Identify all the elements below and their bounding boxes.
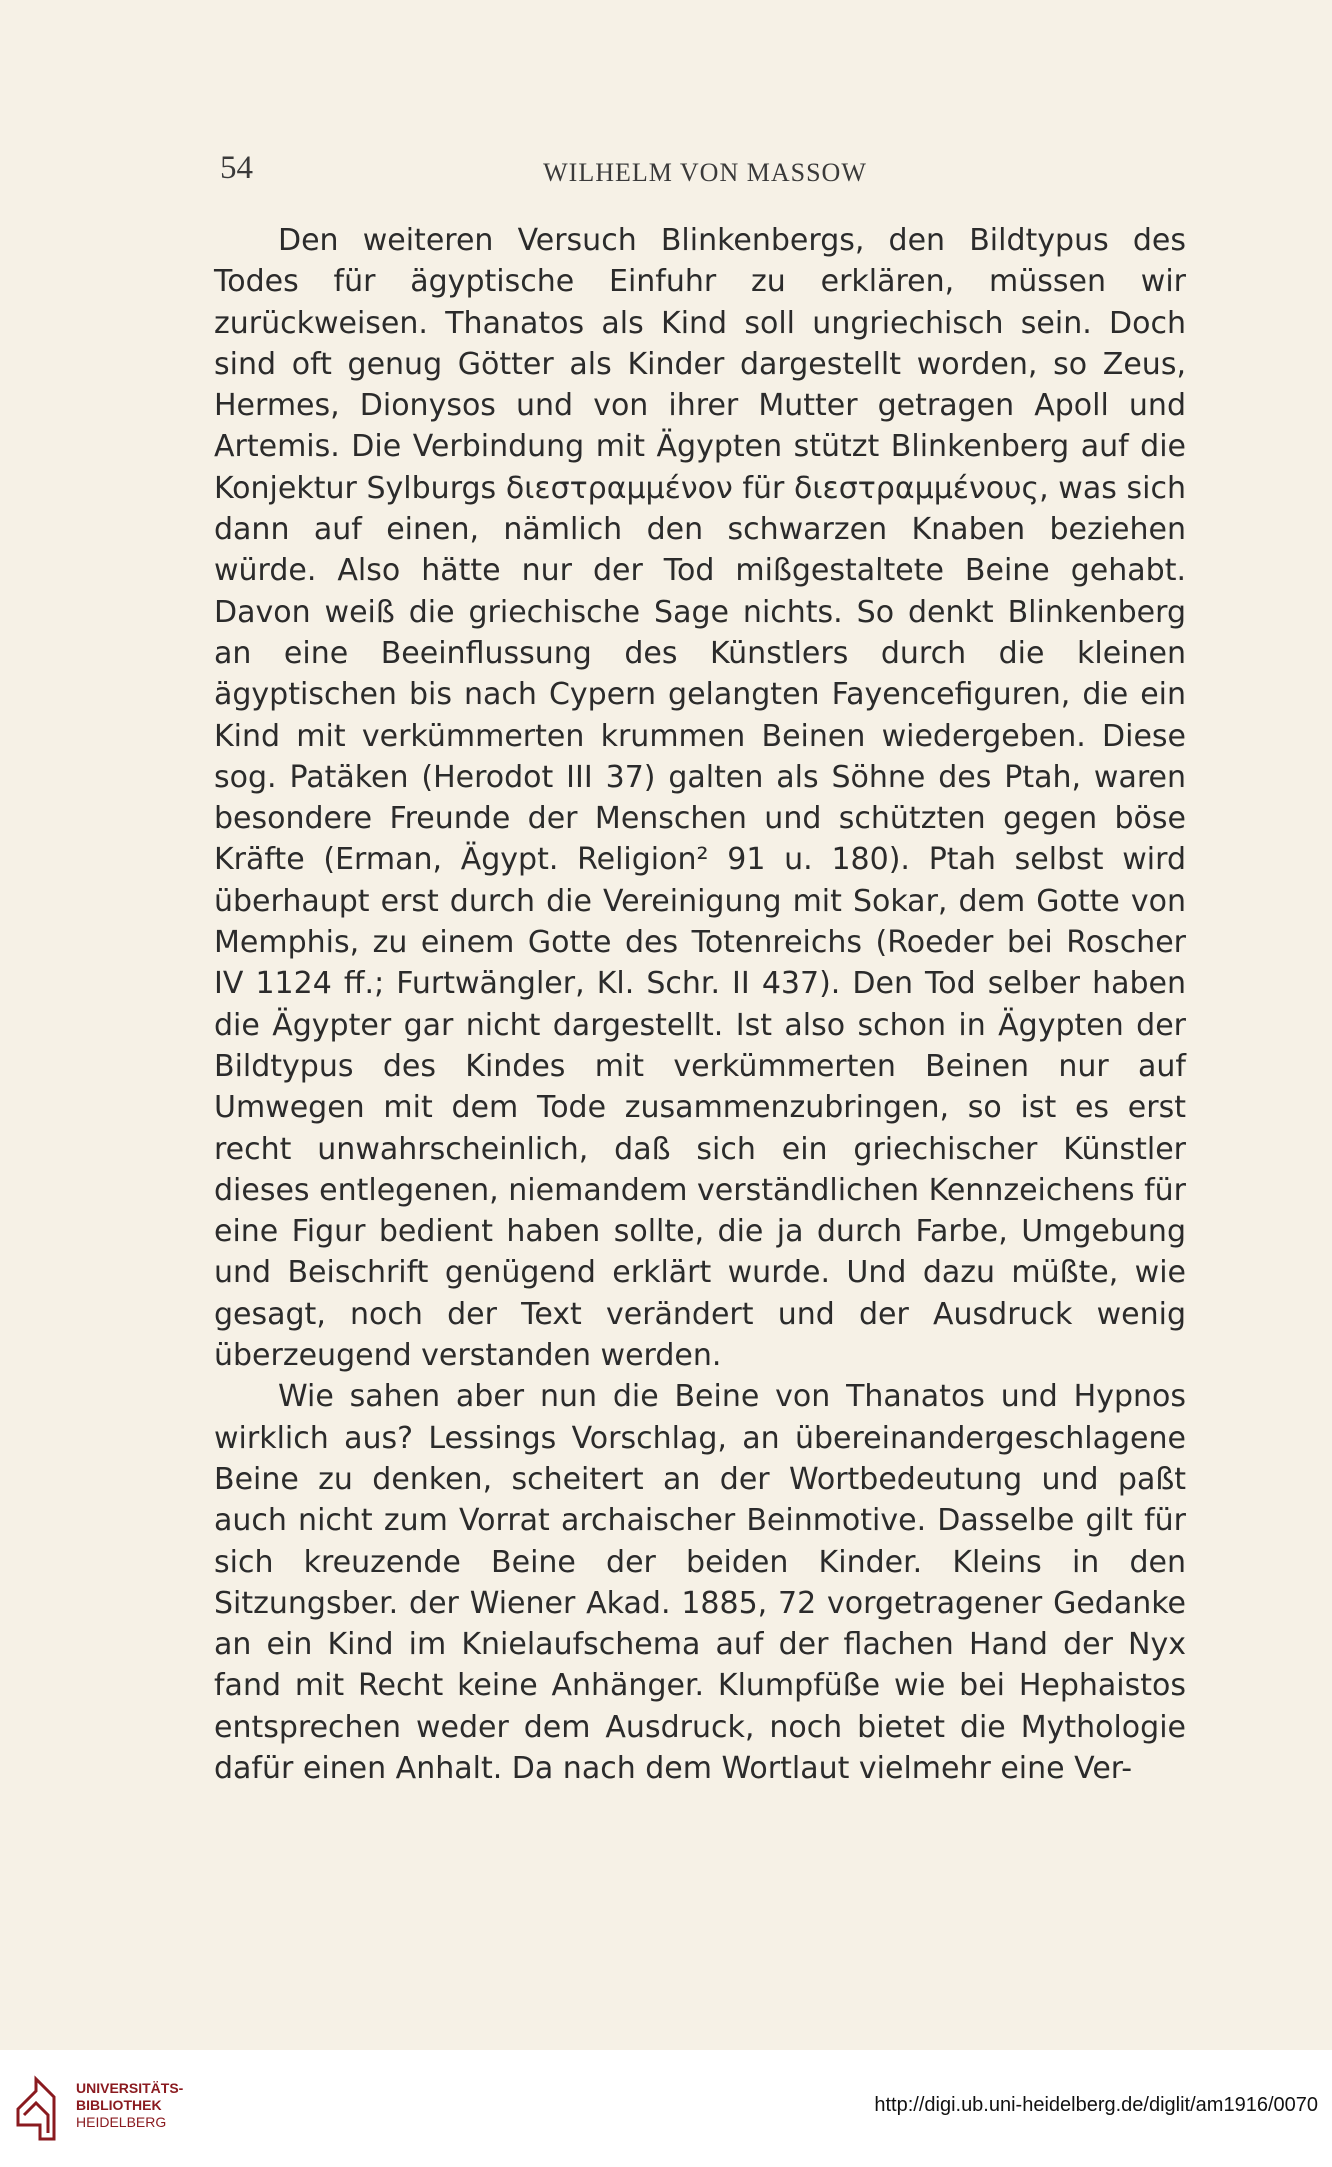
logo-line-1: UNIVERSITÄTS- — [76, 2080, 184, 2096]
library-logo-text — [76, 2080, 183, 2131]
page-header — [220, 150, 1190, 200]
paragraph-1: Den weiteren Versuch Blinkenbergs, den Bildtypus des Todes für ägyptische Einfuhr zu erklären, müssen wir zurückweisen. Thanatos als Kind soll ungriechisch sein. Doch sind oft genug Götter als Kinder dargestellt worden, so Zeus, Hermes, Dionysos und von ihrer Mutter getragen Apoll und Artemis. Die Verbindung mit Ägypten stützt Blinkenberg auf die Konjektur Sylburgs διεστραμμένον für διεστραμμένους, was sich dann auf einen, nämlich den schwarzen Knaben beziehen würde. Also hätte nur der Tod mißgestaltete Beine gehabt. Davon weiß die griechische Sage nichts. So denkt Blinkenberg an eine Beeinflussung des Künstlers durch die kleinen ägyptischen bis nach Cypern gelangten Fayencefiguren, die ein Kind mit verkümmerten krummen Beinen wiedergeben. Diese sog. Patäken (Herodot III 37) galten als Söhne des Ptah, waren besondere Freunde der Menschen und schützten gegen böse Kräfte (Erman, Ägypt. Religion² 91 u. 180). Ptah selbst wird überhaupt erst durch die Vereinigung mit Sokar, dem Gotte von Memphis, zu einem Gotte des Totenreichs (Roeder bei Roscher IV 1124 ff.; Furtwängler, Kl. Schr. II 437). Den Tod selber haben die Ägypter gar nicht dargestellt. Ist also schon in Ägypten der Bildtypus des Kindes mit verkümmerten Beinen nur auf Umwegen mit dem Tode zusammenzubringen, so ist es erst recht unwahrscheinlich, daß sich ein griechischer Künstler dieses entlegenen, niemandem verständlichen Kennzeichens für eine Figur bedient haben sollte, die ja durch Farbe, Umgebung und Beischrift genügend erklärt wurde. Und dazu müßte, wie gesagt, noch der Text verändert und der Ausdruck wenig überzeugend verstanden werden. — [214, 223, 1186, 1374]
page-number: 54 — [220, 150, 253, 186]
body-text — [214, 220, 1186, 1789]
library-logo-icon — [14, 2075, 60, 2143]
footer — [0, 2050, 1332, 2167]
paragraph-2: Wie sahen aber nun die Beine von Thanatos und Hypnos wirklich aus? Lessings Vorschlag, an übereinandergeschlagene Beine zu denken, scheitert an der Wortbedeutung und paßt auch nicht zum Vorrat archaischer Beinmotive. Dasselbe gilt für sich kreuzende Beine der beiden Kinder. Kleins in den Sitzungsber. der Wiener Akad. 1885, 72 vorgetragener Gedanke an ein Kind im Knielaufschema auf der flachen Hand der Nyx fand mit Recht keine Anhänger. Klumpfüße wie bei Hephaistos entsprechen weder dem Ausdruck, noch bietet die Mythologie dafür einen Anhalt. Da nach dem Wortlaut vielmehr eine Ver- — [214, 1379, 1186, 1786]
source-url-link[interactable]: http://digi.ub.uni-heidelberg.de/diglit/am1916/0070 — [874, 2094, 1318, 2116]
running-head: WILHELM VON MASSOW — [543, 158, 867, 187]
logo-line-2: BIBLIOTHEK — [76, 2097, 162, 2113]
logo-line-3: HEIDELBERG — [76, 2114, 167, 2130]
